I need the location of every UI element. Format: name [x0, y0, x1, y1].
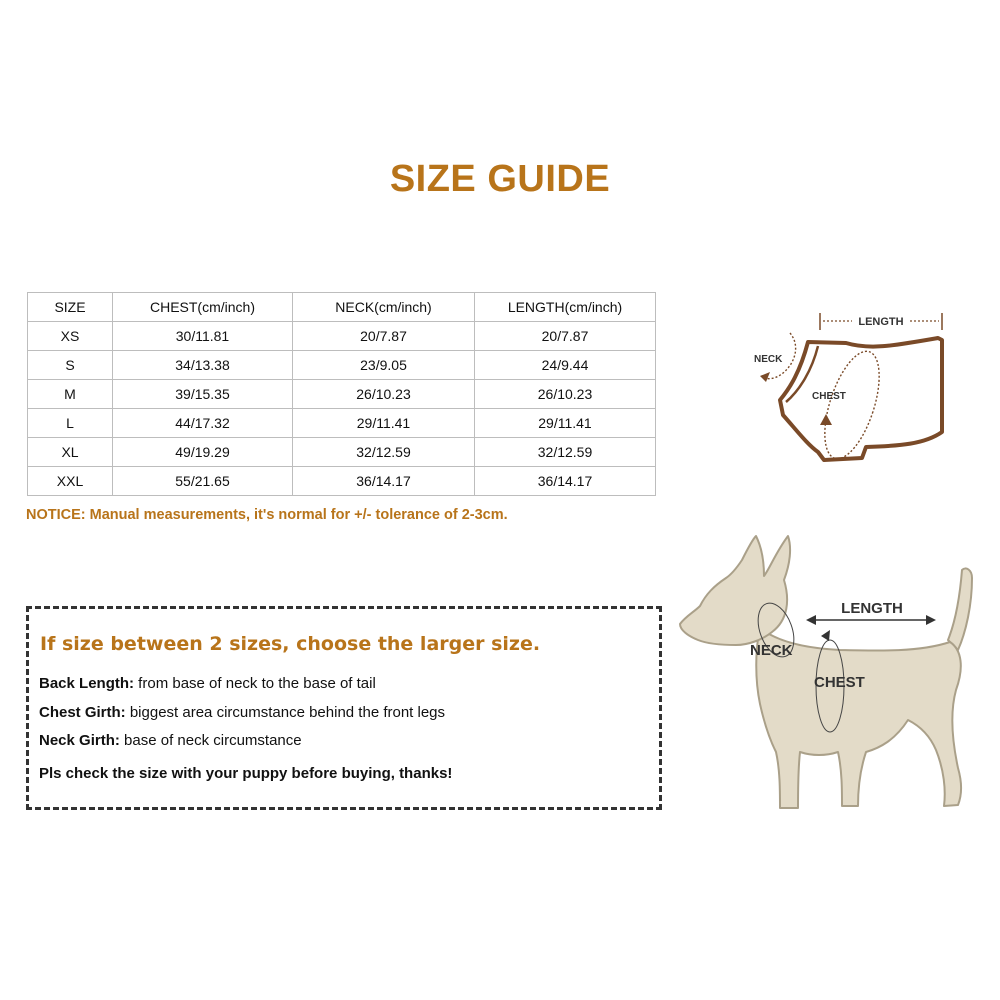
tip-closing: Pls check the size with your puppy before buying, thanks! [39, 765, 453, 782]
neck-cell: 23/9.05 [293, 351, 475, 380]
neck-cell: 26/10.23 [293, 380, 475, 409]
header-length: LENGTH(cm/inch) [475, 293, 656, 322]
table-row [28, 467, 656, 496]
dog-length-label: LENGTH [841, 600, 903, 617]
length-cell: 29/11.41 [475, 409, 656, 438]
dog-chest-label: CHEST [814, 674, 865, 691]
dog-diagram [675, 528, 985, 818]
size-cell: XS [28, 322, 113, 351]
tip-back-length [39, 675, 376, 692]
garment-chest-label: CHEST [812, 391, 846, 402]
size-cell: S [28, 351, 113, 380]
chest-cell: 55/21.65 [113, 467, 293, 496]
header-size: SIZE [28, 293, 113, 322]
chest-cell: 44/17.32 [113, 409, 293, 438]
chest-cell: 49/19.29 [113, 438, 293, 467]
neck-arrow-icon [760, 372, 770, 382]
header-chest: CHEST(cm/inch) [113, 293, 293, 322]
table-row [28, 351, 656, 380]
table-row [28, 438, 656, 467]
tip-text: biggest area circumstance behind the front legs [125, 704, 446, 721]
neck-cell: 36/14.17 [293, 467, 475, 496]
page-title: SIZE GUIDE [389, 158, 611, 200]
tip-label: Back Length: [39, 675, 135, 692]
dog-neck-arrow-icon [821, 630, 830, 641]
dog-silhouette [680, 536, 972, 808]
sizing-tips-box [26, 606, 662, 810]
chest-cell: 30/11.81 [113, 322, 293, 351]
size-table [27, 292, 656, 496]
chest-cell: 34/13.38 [113, 351, 293, 380]
table-row [28, 322, 656, 351]
neck-cell: 20/7.87 [293, 322, 475, 351]
garment-neck-label: NECK [754, 354, 783, 365]
header-neck: NECK(cm/inch) [293, 293, 475, 322]
size-cell: XL [28, 438, 113, 467]
length-cell: 24/9.44 [475, 351, 656, 380]
tip-chest-girth [39, 704, 445, 721]
size-cell: M [28, 380, 113, 409]
neck-cell: 32/12.59 [293, 438, 475, 467]
table-row [28, 380, 656, 409]
table-row [28, 409, 656, 438]
length-cell: 26/10.23 [475, 380, 656, 409]
length-cell: 32/12.59 [475, 438, 656, 467]
size-cell: XXL [28, 467, 113, 496]
garment-outline [780, 338, 942, 460]
size-cell: L [28, 409, 113, 438]
length-cell: 20/7.87 [475, 322, 656, 351]
table-header-row [28, 293, 656, 322]
garment-length-label: LENGTH [858, 316, 904, 328]
notice-text: NOTICE: Manual measurements, it's normal for +/- tolerance of 2-3cm. [26, 507, 508, 523]
tip-text: from base of neck to the base of tail [134, 675, 376, 692]
chest-arrow-icon [820, 414, 832, 425]
length-cell: 36/14.17 [475, 467, 656, 496]
tip-label: Neck Girth: [39, 732, 120, 749]
tip-text: base of neck circumstance [119, 732, 302, 749]
neck-cell: 29/11.41 [293, 409, 475, 438]
chest-cell: 39/15.35 [113, 380, 293, 409]
tips-headline: If size between 2 sizes, choose the larger size. [40, 633, 541, 655]
tip-neck-girth [39, 732, 302, 749]
dog-neck-label: NECK [750, 642, 793, 659]
garment-diagram [745, 305, 955, 470]
tip-label: Chest Girth: [39, 704, 126, 721]
